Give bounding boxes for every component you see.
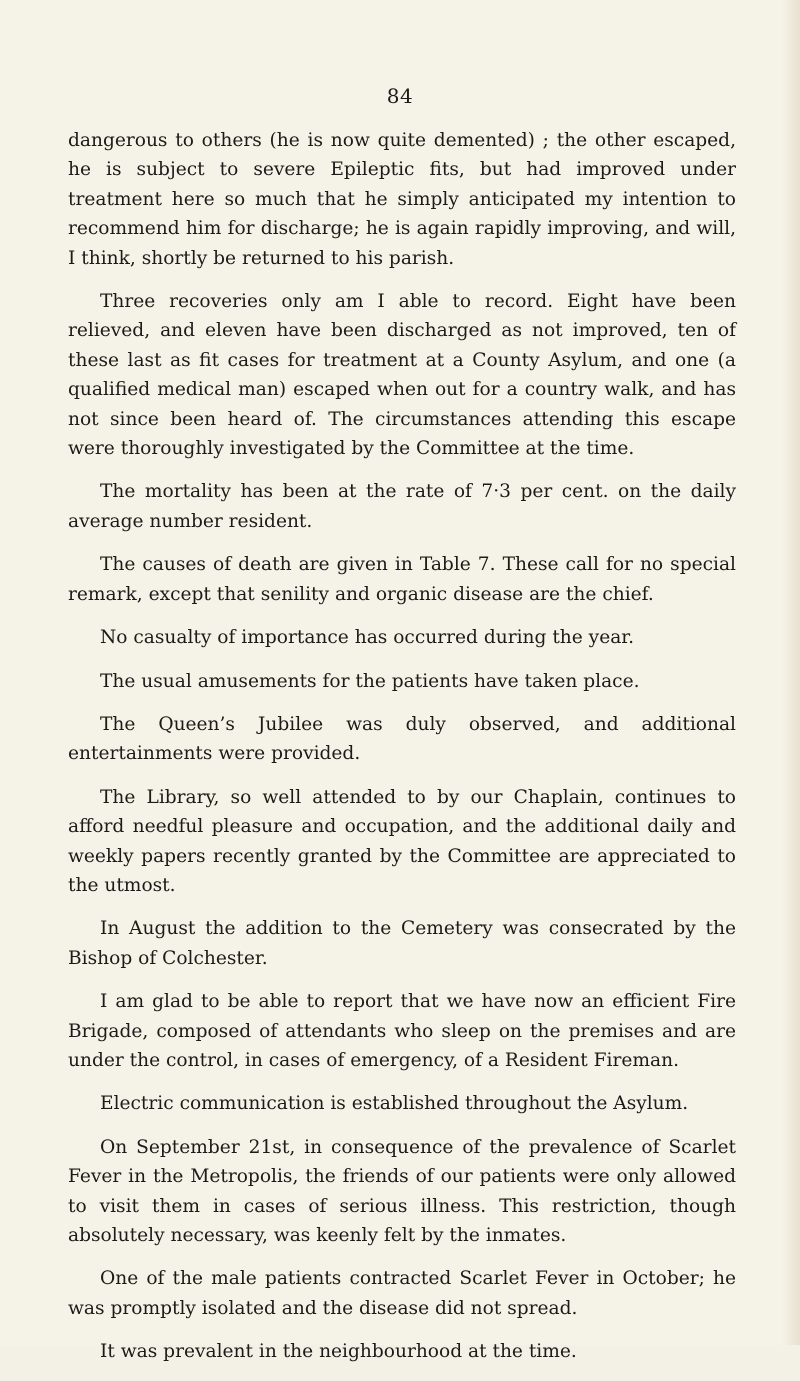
paragraph: dangerous to others (he is now quite demented) ; the other escaped, he is subject to severe Epileptic fits, but had improved under treatment here so much that he simply anticipated my intention to recommend him for discharge; he is again rapidly improving, and will, I think, shortly be returned to his parish. [68,130,736,269]
paragraph: The causes of death are given in Table 7. These call for no special remark, except that senility and organic disease are the chief. [68,554,736,605]
paragraph: On September 21st, in consequence of the prevalence of Scarlet Fever in the Metropolis, the friends of our patients were only allowed to visit them in cases of serious illness. This restriction, though absolutely necessary, was keenly felt by the inmates. [68,1136,736,1246]
paragraph: Three recoveries only am I able to record. Eight have been relieved, and eleven have been discharged as not improved, ten of these last as fit cases for treatment at a County Asylum, and one (a qualified medical man) escaped when out for a country walk, and has not since been heard of. The circumstances attending this escape were thoroughly investigated by the Committee at the time. [68,291,736,460]
paragraph: In August the addition to the Cemetery was consecrated by the Bishop of Colchester. [68,918,736,969]
paragraph: The mortality has been at the rate of 7·3 per cent. on the daily average number resident. [68,481,736,532]
paragraph: No casualty of importance has occurred during the year. [100,627,635,649]
page-number: 84 [386,84,414,108]
paragraph: The Library, so well attended to by our Chaplain, continues to afford needful pleasure and occupation, and the additional daily and weekly papers recently granted by the Committee are appreciated to the utmost. [68,786,736,896]
paragraph: Electric communication is established throughout the Asylum. [100,1093,689,1115]
paragraph: The Queen’s Jubilee was duly observed, and additional entertainments were provided. [68,713,736,765]
paragraph: It was prevalent in the neighbourhood at the time. [100,1341,577,1363]
paragraph: One of the male patients contracted Scarlet Fever in October; he was promptly isolated and the disease did not spread. [68,1268,736,1319]
page-edge-shadow [782,0,800,1345]
body-text [68,126,736,1381]
paragraph: I am glad to be able to report that we have now an efficient Fire Brigade, composed of attendants who sleep on the premises and are under the control, in cases of emergency, of a Resident Fireman. [68,991,736,1071]
paragraph: The usual amusements for the patients have taken place. [100,670,640,692]
